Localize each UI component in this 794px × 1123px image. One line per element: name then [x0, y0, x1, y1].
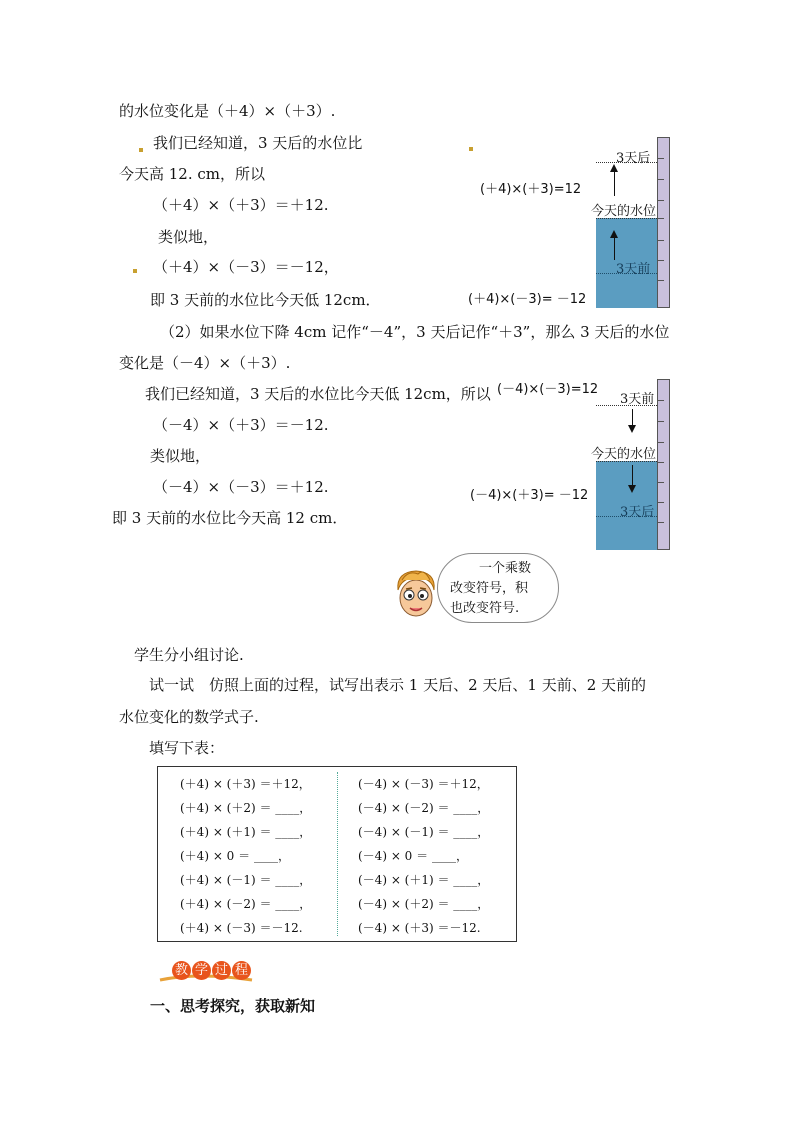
- para1-line1: 的水位变化是（＋4）×（＋3）.: [119, 102, 336, 120]
- para2-line3: 我们已经知道，3 天后的水位比今天低 12cm，所以: [145, 385, 491, 403]
- para2-line1: （2）如果水位下降 4cm 记作“－4”，3 天后记作“＋3”，那么 3 天后的水位: [160, 323, 670, 341]
- label-today-level: 今天的水位: [591, 447, 657, 462]
- table-cell-left: (＋4) × (－3) ＝－12.: [180, 921, 303, 935]
- para2-line5: 即 3 天前的水位比今天高 12 cm．: [112, 509, 348, 527]
- exercise-table: [157, 766, 517, 942]
- arrow-up: [614, 238, 615, 260]
- para1-line5: 即 3 天前的水位比今天低 12cm．: [150, 291, 381, 309]
- ruler: [657, 137, 670, 308]
- table-cell-right: (－4) × (＋2) ＝ ____，: [358, 897, 490, 911]
- bullet-dot: [469, 147, 473, 151]
- ruler: [657, 379, 670, 550]
- arrow-up: [614, 172, 615, 196]
- section-heading: 一、思考探究，获取新知: [150, 997, 316, 1015]
- label-3-days-before: 3天前: [620, 392, 655, 407]
- table-cell-right: (－4) × (－3) ＝＋12，: [358, 777, 489, 791]
- para1-line4: 类似地，: [158, 228, 219, 246]
- table-cell-left: (＋4) × 0 ＝ ____，: [180, 849, 290, 863]
- bullet-dot: [139, 148, 143, 152]
- cartoon-boy-icon: [392, 568, 440, 624]
- table-cell-right: (－4) × (－1) ＝ ____，: [358, 825, 490, 839]
- bubble-line-3: 也改变符号.: [450, 601, 520, 616]
- table-cell-left: (＋4) × (＋1) ＝ ____，: [180, 825, 312, 839]
- bullet-dot: [133, 269, 137, 273]
- para2-line2: 变化是（－4）×（＋3）.: [119, 354, 291, 372]
- para2-eq2: （－4）×（－3）＝＋12.: [153, 478, 329, 496]
- speech-bubble: [437, 553, 559, 623]
- arrow-up-head: [610, 230, 618, 238]
- label-today-level: 今天的水位: [591, 204, 657, 219]
- fill-instruction: 填写下表：: [149, 739, 225, 757]
- badge-char: 过: [212, 961, 231, 980]
- table-cell-right: (－4) × 0 ＝ ____，: [358, 849, 468, 863]
- table-cell-right: (－4) × (＋1) ＝ ____，: [358, 873, 490, 887]
- bubble-line-1: 一个乘数: [479, 561, 532, 576]
- teaching-process-badge: [158, 958, 254, 984]
- discussion-text: 学生分小组讨论.: [134, 646, 244, 664]
- bubble-line-2: 改变符号，积: [450, 581, 529, 596]
- para2-line4: 类似地，: [150, 447, 211, 465]
- table-cell-right: (－4) × (－2) ＝ ____，: [358, 801, 490, 815]
- try-line-2: 水位变化的数学式子.: [119, 708, 259, 726]
- formula-bottom: (＋4)×(－3)= －12: [468, 292, 587, 307]
- try-line-1: 试一试 仿照上面的过程，试写出表示 1 天后、2 天后、1 天前、2 天前的: [149, 676, 647, 694]
- para1-line3: 今天高 12. cm，所以: [119, 165, 266, 183]
- arrow-down: [632, 409, 633, 426]
- badge-char: 程: [232, 961, 251, 980]
- label-3-days-after: 3天后: [620, 505, 655, 520]
- para1-eq1: （＋4）×（＋3）＝＋12.: [153, 196, 329, 214]
- formula-top: (＋4)×(＋3)=12: [480, 182, 582, 197]
- formula-bottom: (－4)×(＋3)= －12: [470, 488, 589, 503]
- arrow-up-head: [610, 164, 618, 172]
- para2-eq1: （－4）×（＋3）＝－12.: [153, 416, 329, 434]
- badge-char: 教: [172, 961, 191, 980]
- label-3-days-before: 3天前: [616, 262, 651, 277]
- para1-eq2: （＋4）×（－3）＝－12，: [153, 258, 339, 276]
- badge-char: 学: [192, 961, 211, 980]
- arrow-down-head: [628, 425, 636, 433]
- arrow-down-head: [628, 485, 636, 493]
- table-cell-left: (＋4) × (＋3) ＝＋12，: [180, 777, 311, 791]
- table-divider: [337, 772, 338, 936]
- arrow-down: [632, 465, 633, 486]
- para1-line2: 我们已经知道，3 天后的水位比: [153, 134, 363, 152]
- table-cell-left: (＋4) × (－1) ＝ ____，: [180, 873, 312, 887]
- table-cell-left: (＋4) × (－2) ＝ ____，: [180, 897, 312, 911]
- label-3-days-later: 3天后: [616, 151, 651, 166]
- table-cell-right: (－4) × (＋3) ＝－12.: [358, 921, 481, 935]
- table-cell-left: (＋4) × (＋2) ＝ ____，: [180, 801, 312, 815]
- formula-top: (－4)×(－3)=12: [497, 378, 598, 397]
